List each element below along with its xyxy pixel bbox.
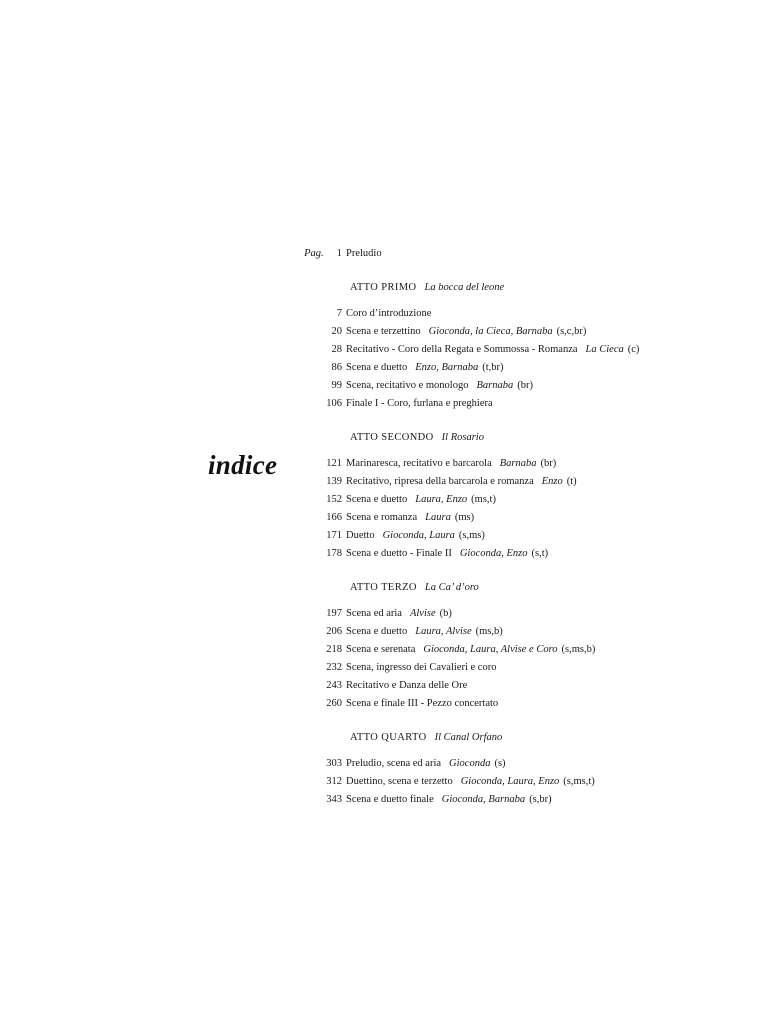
entry-title: Scena e romanza (346, 512, 418, 523)
entry-page-number: 343 (326, 794, 342, 805)
toc-entry (290, 605, 730, 623)
index-title: indice (208, 450, 278, 480)
act-heading (290, 579, 730, 597)
entry-page-number: 20 (331, 326, 342, 337)
toc-entry (290, 491, 730, 509)
entry-voices: (s,ms,t) (563, 776, 595, 787)
entry-text (346, 395, 493, 413)
entry-text (346, 359, 504, 377)
entry-text (346, 341, 639, 359)
entry-text (346, 773, 595, 791)
entry-characters: Laura, Alvise (415, 626, 472, 637)
entry-voices: (s) (494, 758, 506, 769)
entry-title: Scena, ingresso dei Cavalieri e coro (346, 662, 497, 673)
entry-voices: (ms) (454, 512, 475, 523)
act-heading (290, 279, 730, 297)
toc-entry (290, 623, 730, 641)
entry-title: Marinaresca, recitativo e barcarola (346, 458, 492, 469)
entry-title: Coro d’introduzione (346, 308, 432, 319)
toc-entry (290, 473, 730, 491)
entry-title: Scena e duetto (346, 362, 408, 373)
entry-voices: (c) (627, 344, 640, 355)
entry-text (346, 305, 431, 323)
entry-voices: (b) (439, 608, 452, 619)
toc-entry (290, 323, 730, 341)
entry-text (346, 491, 496, 509)
entry-voices: (t) (566, 476, 577, 487)
preludio-title: Preludio (346, 248, 382, 259)
entry-voices: (s,ms) (458, 530, 485, 541)
entry-title: Scena e duetto (346, 626, 408, 637)
entry-text (346, 527, 485, 545)
preludio-number-cell (290, 245, 346, 263)
entry-title: Finale I - Coro, furlana e preghiera (346, 398, 493, 409)
entry-voices: (s,ms,b) (561, 644, 596, 655)
entry-voices: (br) (517, 380, 533, 391)
entry-characters: Gioconda, la Cieca, Barnaba (428, 326, 553, 337)
toc-entry (290, 305, 730, 323)
toc-entry (290, 359, 730, 377)
act-subtitle: Il Rosario (441, 432, 484, 443)
entry-title: Duetto (346, 530, 375, 541)
toc-entry (290, 545, 730, 563)
entry-characters: Gioconda, Barnaba (441, 794, 526, 805)
preludio-page: 1 (336, 248, 342, 259)
entry-page-number: 99 (331, 380, 342, 391)
entry-voices: (s,c,br) (556, 326, 587, 337)
act-heading (290, 429, 730, 447)
entry-text (346, 659, 496, 677)
entry-voices: (ms,b) (475, 626, 503, 637)
act-name: ATTO PRIMO (350, 282, 417, 293)
act-name: ATTO TERZO (350, 582, 417, 593)
entry-voices: (s,t) (531, 548, 549, 559)
entry-characters: Barnaba (476, 380, 514, 391)
entry-page-number: 28 (331, 344, 342, 355)
entry-text (346, 695, 498, 713)
acts-container (290, 279, 730, 809)
entry-title: Scena, recitativo e monologo (346, 380, 469, 391)
entry-characters: Gioconda (449, 758, 491, 769)
entry-page-number: 312 (326, 776, 342, 787)
entry-page-number: 178 (326, 548, 342, 559)
entry-voices: (t,br) (482, 362, 504, 373)
entry-text (346, 605, 452, 623)
toc-entry (290, 395, 730, 413)
toc-entry (290, 755, 730, 773)
entry-characters: Enzo, Barnaba (415, 362, 479, 373)
entry-characters: Gioconda, Laura (382, 530, 455, 541)
table-of-contents (290, 245, 730, 809)
entry-title: Scena e finale III - Pezzo concertato (346, 698, 499, 709)
entry-voices: (ms,t) (471, 494, 496, 505)
entry-characters: Gioconda, Laura, Enzo (460, 776, 560, 787)
toc-entry (290, 509, 730, 527)
entry-characters: Gioconda, Laura, Alvise e Coro (423, 644, 558, 655)
entry-text (346, 623, 503, 641)
entry-title: Preludio, scena ed aria (346, 758, 442, 769)
entry-page-number: 139 (326, 476, 342, 487)
entry-voices: (br) (540, 458, 557, 469)
entry-characters: Laura (425, 512, 451, 523)
act-name: ATTO SECONDO (350, 432, 434, 443)
toc-entry (290, 527, 730, 545)
toc-entry (290, 455, 730, 473)
entry-characters: Barnaba (499, 458, 537, 469)
entry-title: Scena e terzettino (346, 326, 421, 337)
entry-characters: Alvise (409, 608, 436, 619)
entry-page-number: 171 (326, 530, 342, 541)
act-name: ATTO QUARTO (350, 732, 427, 743)
entry-title: Scena ed aria (346, 608, 402, 619)
entry-title: Scena e duetto - Finale II (346, 548, 452, 559)
toc-entry (290, 677, 730, 695)
act-subtitle: La Ca’ d’oro (424, 582, 479, 593)
entry-title: Duettino, scena e terzetto (346, 776, 453, 787)
entry-characters: Enzo (541, 476, 563, 487)
entry-text (346, 455, 556, 473)
toc-entry (290, 377, 730, 395)
entry-text (346, 545, 548, 563)
entry-text (346, 677, 467, 695)
entry-title: Scena e duetto finale (346, 794, 434, 805)
entry-voices: (s,br) (529, 794, 552, 805)
entry-characters: La Cieca (585, 344, 624, 355)
act-heading (290, 729, 730, 747)
toc-entry (290, 695, 730, 713)
entry-page-number: 260 (326, 698, 342, 709)
entry-title: Scena e duetto (346, 494, 408, 505)
entry-page-number: 121 (326, 458, 342, 469)
toc-entry (290, 641, 730, 659)
entry-title: Recitativo e Danza delle Ore (346, 680, 468, 691)
entry-text (346, 377, 533, 395)
entry-text (346, 509, 474, 527)
entry-page-number: 106 (326, 398, 342, 409)
entry-page-number: 303 (326, 758, 342, 769)
entry-text (346, 755, 506, 773)
toc-entry (290, 773, 730, 791)
entry-title: Scena e serenata (346, 644, 416, 655)
entry-text (346, 791, 552, 809)
entry-characters: Laura, Enzo (415, 494, 468, 505)
pag-label: Pag. (304, 248, 324, 259)
entry-text (346, 323, 586, 341)
toc-entry (290, 791, 730, 809)
entry-text (346, 473, 577, 491)
entry-page-number: 166 (326, 512, 342, 523)
entry-page-number: 232 (326, 662, 342, 673)
act-subtitle: La bocca del leone (424, 282, 505, 293)
entry-title: Recitativo, ripresa della barcarola e romanza (346, 476, 534, 487)
act-subtitle: Il Canal Orfano (434, 732, 503, 743)
entry-page-number: 152 (326, 494, 342, 505)
entry-page-number: 243 (326, 680, 342, 691)
entry-page-number: 86 (331, 362, 342, 373)
entry-text (346, 641, 595, 659)
preludio-row (290, 245, 730, 263)
entry-page-number: 7 (336, 308, 342, 319)
toc-entry (290, 659, 730, 677)
entry-characters: Gioconda, Enzo (459, 548, 528, 559)
entry-page-number: 206 (326, 626, 342, 637)
toc-entry (290, 341, 730, 359)
entry-page-number: 197 (326, 608, 342, 619)
entry-title: Recitativo - Coro della Regata e Sommossa - Romanza (346, 344, 578, 355)
entry-page-number: 218 (326, 644, 342, 655)
